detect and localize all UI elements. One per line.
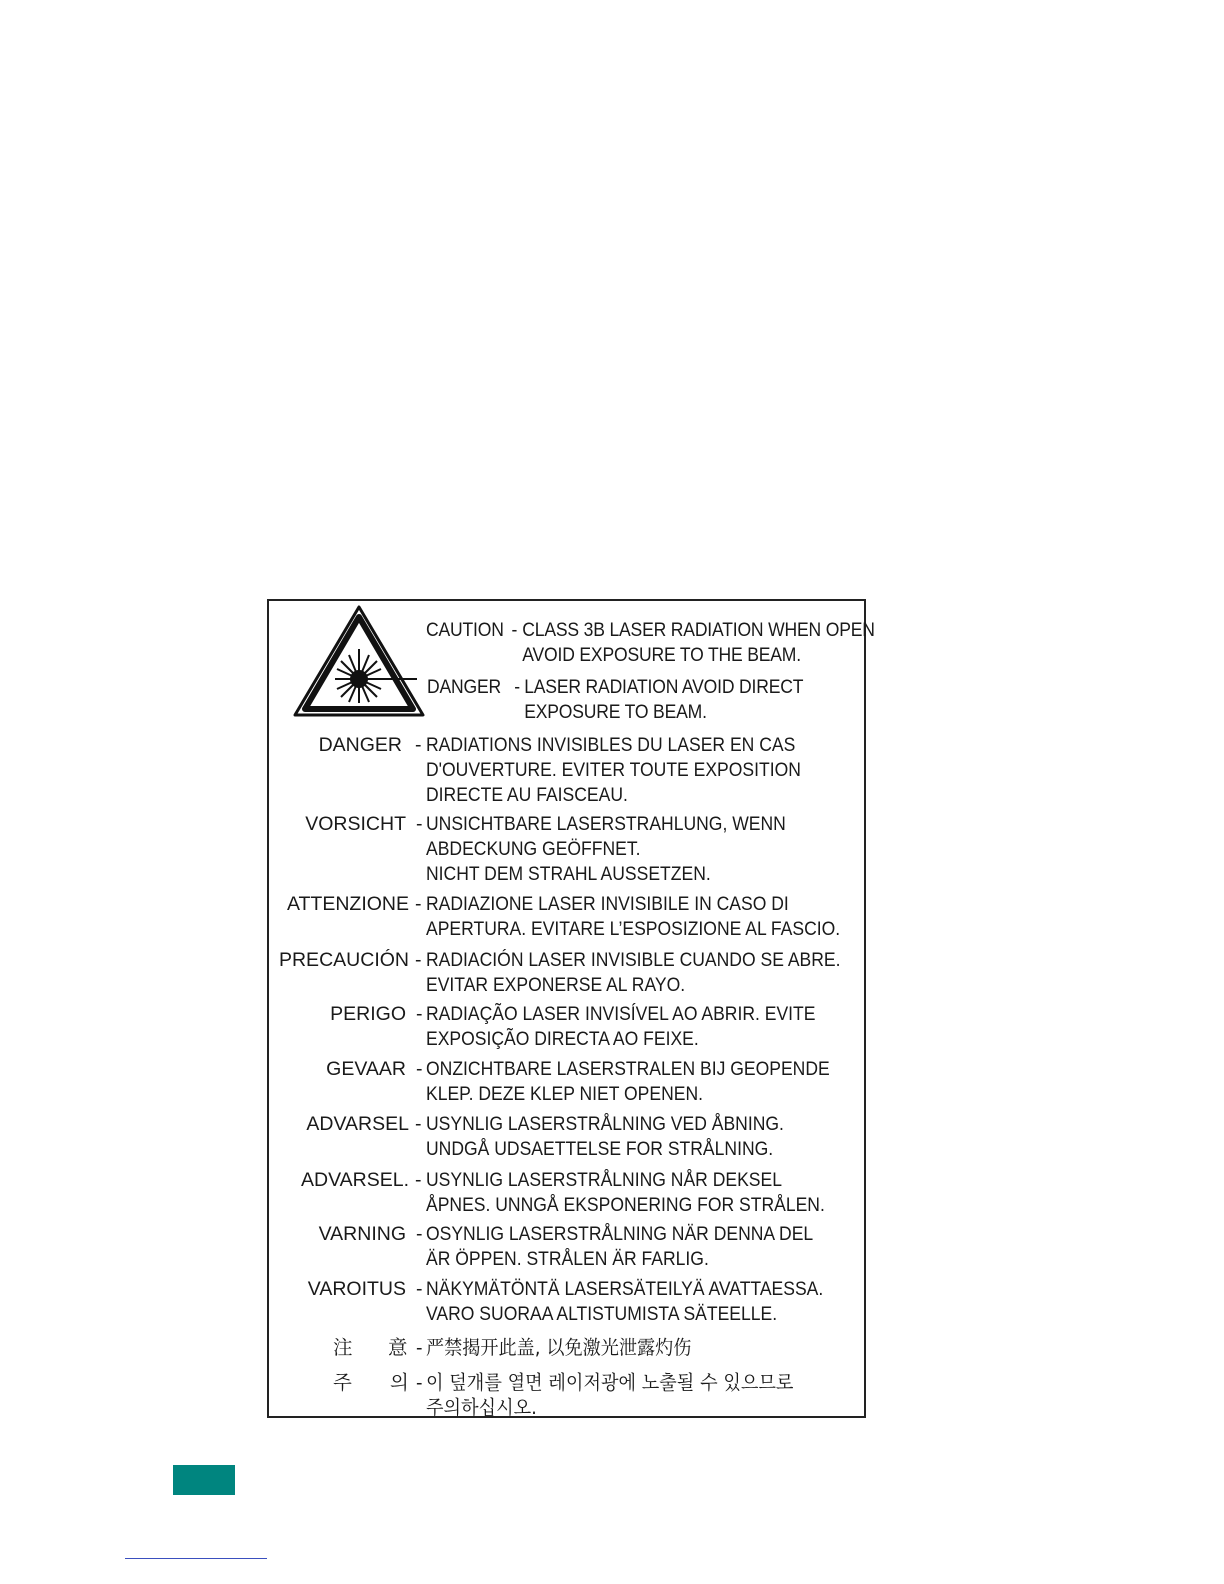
warning-text-fr-2: D'OUVERTURE. EVITER TOUTE EXPOSITION <box>426 759 801 781</box>
warning-text-ko-2: 주의하십시오. <box>426 1396 537 1419</box>
warning-word-it: ATTENZIONE <box>286 893 409 915</box>
danger-line-1-en: LASER RADIATION AVOID DIRECT <box>524 676 804 698</box>
caution-word: CAUTION <box>426 619 504 641</box>
warning-word-es: PRECAUCIÓN <box>278 949 409 971</box>
warning-dash-ko: - <box>416 1372 423 1394</box>
warning-dash-zh: - <box>416 1337 423 1359</box>
warning-word-pt: PERIGO <box>330 1003 406 1025</box>
warning-dash-fi: - <box>416 1278 423 1300</box>
warning-text-pt-2: EXPOSIÇÃO DIRECTA AO FEIXE. <box>426 1028 699 1050</box>
warning-text-fr-1: RADIATIONS INVISIBLES DU LASER EN CAS <box>426 734 796 756</box>
laser-warning-label <box>267 599 875 1419</box>
laser-hazard-icon <box>291 603 427 721</box>
danger-line-2-en: EXPOSURE TO BEAM. <box>524 701 707 723</box>
warning-word-ko-b: 의 <box>390 1371 409 1394</box>
warning-text-it-2: APERTURA. EVITARE L’ESPOSIZIONE AL FASCIO. <box>426 918 841 940</box>
warning-text-fi-1: NÄKYMÄTÖNTÄ LASERSÄTEILYÄ AVATTAESSA. <box>426 1278 824 1300</box>
warning-text-it-1: RADIAZIONE LASER INVISIBILE IN CASO DI <box>426 893 789 915</box>
warning-text-ko-1: 이 덮개를 열면 레이저광에 노출될 수 있으므로 <box>426 1371 794 1394</box>
warning-text-de-3: NICHT DEM STRAHL AUSSETZEN. <box>426 863 711 885</box>
warning-word-fr: DANGER <box>318 734 402 756</box>
warning-dash-es: - <box>415 949 422 971</box>
warning-text-sv-1: OSYNLIG LASERSTRÅLNING NÄR DENNA DEL <box>426 1223 814 1245</box>
warning-text-nl-2: KLEP. DEZE KLEP NIET OPENEN. <box>426 1083 704 1105</box>
warning-dash-it: - <box>415 893 422 915</box>
footnote-rule <box>125 1558 267 1559</box>
warning-word-nl: GEVAAR <box>326 1058 406 1080</box>
warning-dash-sv: - <box>416 1223 423 1245</box>
warning-dash-no: - <box>415 1169 422 1191</box>
warning-dash-pt: - <box>416 1003 423 1025</box>
warning-word-sv: VARNING <box>318 1223 406 1245</box>
danger-dash-en: - <box>514 676 520 698</box>
warning-text-zh: 严禁揭开此盖, 以免激光泄露灼伤 <box>426 1336 692 1359</box>
caution-line-1: CLASS 3B LASER RADIATION WHEN OPEN <box>522 619 875 641</box>
warning-text-fi-2: VARO SUORAA ALTISTUMISTA SÄTEELLE. <box>426 1303 778 1325</box>
warning-word-da: ADVARSEL <box>306 1113 409 1135</box>
danger-word-en: DANGER <box>427 676 502 698</box>
warning-word-no: ADVARSEL. <box>300 1169 409 1191</box>
warning-word-zh-b: 意 <box>388 1336 408 1359</box>
caution-dash: - <box>511 619 518 641</box>
warning-text-da-2: UNDGÅ UDSAETTELSE FOR STRÅLNING. <box>426 1138 774 1160</box>
warning-text-nl-1: ONZICHTBARE LASERSTRALEN BIJ GEOPENDE <box>426 1058 830 1080</box>
page-tab-marker <box>173 1465 235 1495</box>
caution-line-2: AVOID EXPOSURE TO THE BEAM. <box>522 644 801 666</box>
warning-text-fr-3: DIRECTE AU FAISCEAU. <box>426 784 628 806</box>
warning-word-de: VORSICHT <box>305 813 406 835</box>
warning-dash-fr: - <box>415 734 422 756</box>
warning-text-es-1: RADIACIÓN LASER INVISIBLE CUANDO SE ABRE. <box>426 949 841 971</box>
warning-text-de-2: ABDECKUNG GEÖFFNET. <box>426 838 641 860</box>
warning-text-es-2: EVITAR EXPONERSE AL RAYO. <box>426 974 686 996</box>
warning-word-ko-a: 주 <box>333 1371 352 1394</box>
warning-dash-nl: - <box>416 1058 423 1080</box>
warning-text-sv-2: ÄR ÖPPEN. STRÅLEN ÄR FARLIG. <box>426 1248 709 1270</box>
warning-text-da-1: USYNLIG LASERSTRÅLNING VED ÅBNING. <box>426 1113 784 1135</box>
warning-dash-de: - <box>416 813 423 835</box>
warning-word-zh-a: 注 <box>333 1336 353 1359</box>
warning-dash-da: - <box>415 1113 422 1135</box>
warning-word-fi: VAROITUS <box>307 1278 406 1300</box>
warning-text-no-2: ÅPNES. UNNGÅ EKSPONERING FOR STRÅLEN. <box>426 1194 825 1216</box>
warning-text-de-1: UNSICHTBARE LASERSTRAHLUNG, WENN <box>426 813 786 835</box>
warning-text-pt-1: RADIAÇÃO LASER INVISÍVEL AO ABRIR. EVITE <box>426 1003 816 1025</box>
warning-text-no-1: USYNLIG LASERSTRÅLNING NÅR DEKSEL <box>426 1169 782 1191</box>
